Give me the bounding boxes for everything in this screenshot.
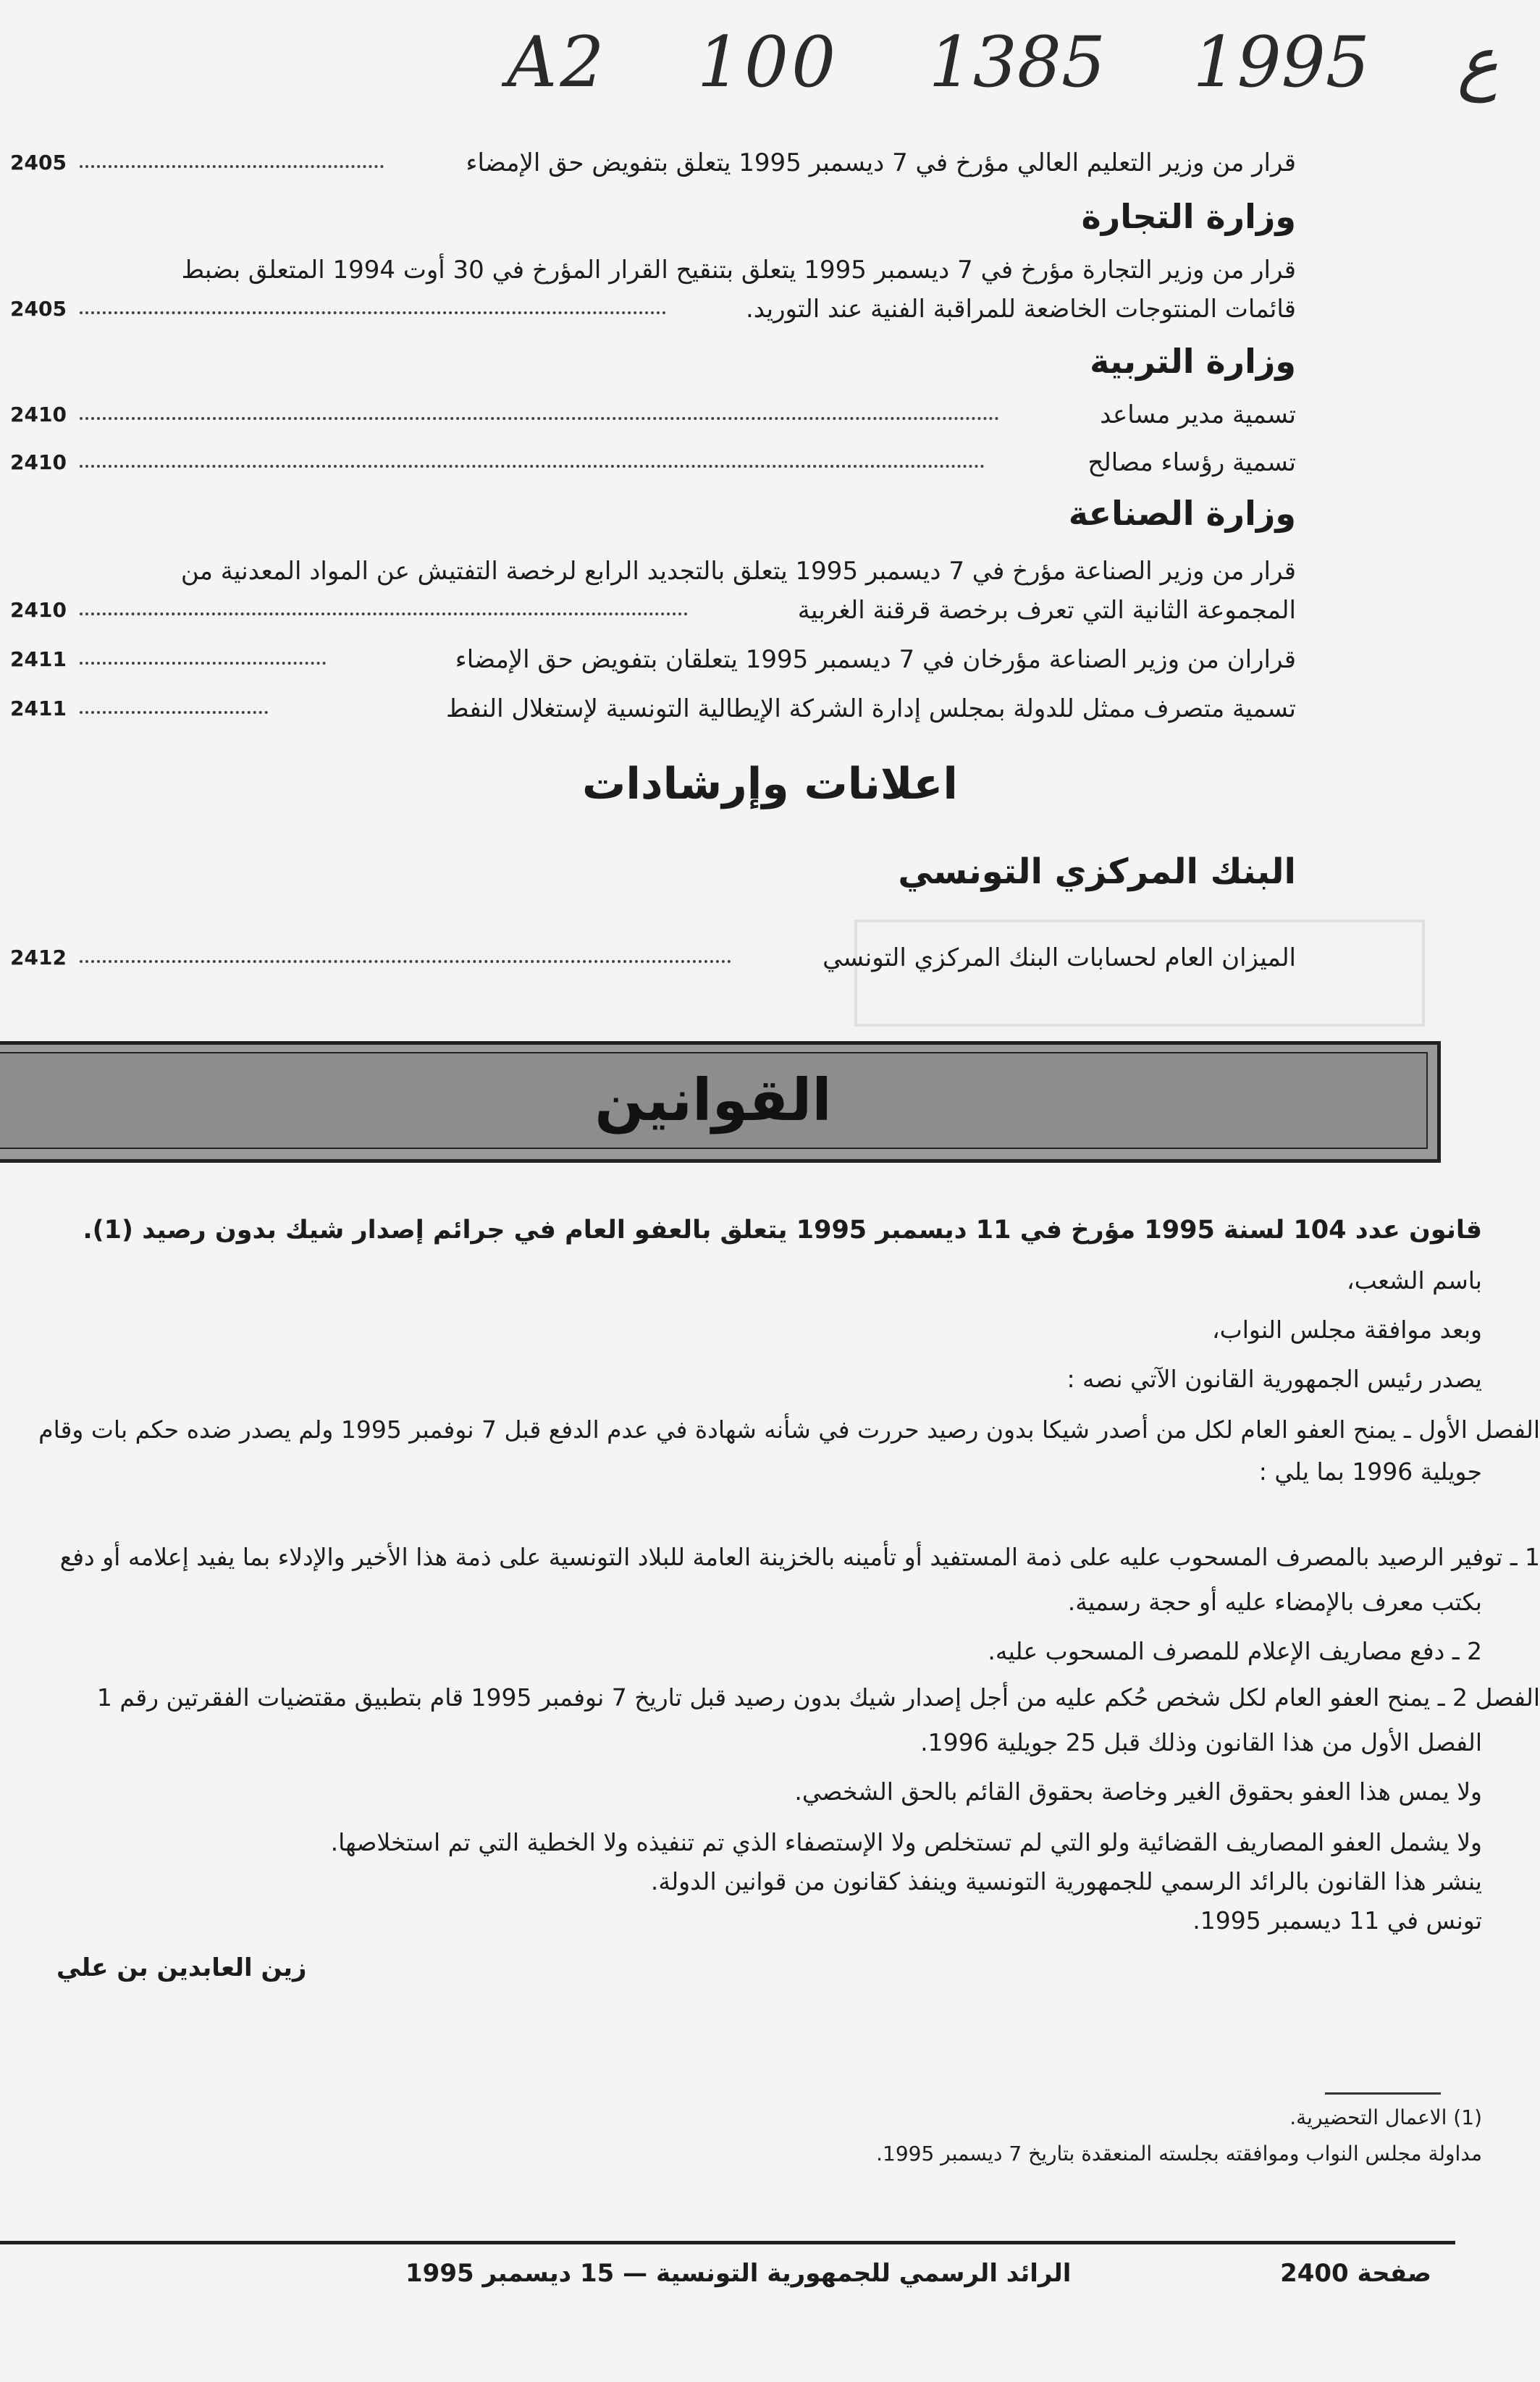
- page-number: 2411: [10, 647, 67, 671]
- handwritten-note: [507, 22, 1499, 123]
- handwritten-number: 100: [697, 22, 839, 103]
- law-line: الفصل الأول ـ يمنح العفو العام لكل من أصدر شيكا بدون رصيد حررت في شأنه شهادة في عدم الدفع قبل 7 نوفمبر 1995 ولم يصدر ضده حكم بات وقام: [38, 1415, 1540, 1444]
- toc-entry-text: المجموعة الثانية التي تعرف برخصة قرقنة الغربية: [797, 596, 1296, 625]
- law-line: تونس في 11 ديسمبر 1995.: [1192, 1906, 1482, 1935]
- law-line: ولا يشمل العفو المصاريف القضائية ولو التي لم تستخلص ولا الإستصفاء الذي تم تنفيذه ولا الخطية التي تم استخلاصها.: [330, 1828, 1482, 1856]
- leader-dots: [80, 591, 688, 615]
- footnote-line: مداولة مجلس النواب وموافقته بجلسته المنعقدة بتاريخ 7 ديسمبر 1995.: [876, 2142, 1482, 2166]
- page-number: 2410: [10, 450, 67, 474]
- page-label: صفحة 2400: [1280, 2259, 1431, 2288]
- signatory: زين العابدين بن علي: [56, 1953, 307, 1982]
- footnote-line: (1) الاعمال التحضيرية.: [1289, 2105, 1482, 2129]
- toc-entry[interactable]: [0, 251, 1296, 294]
- toc-entry[interactable]: [0, 290, 1296, 333]
- toc-entry[interactable]: [0, 443, 1296, 487]
- law-line: يصدر رئيس الجمهورية القانون الآتي نصه :: [1066, 1365, 1482, 1393]
- page-number: 2410: [10, 598, 67, 622]
- handwritten-year: 1995: [1192, 22, 1370, 103]
- toc-entry[interactable]: [0, 591, 1296, 634]
- law-line: 1 ـ توفير الرصيد بالمصرف المسحوب عليه على ذمة المستفيد أو تأمينه بالخزينة العامة للبلاد التونسية على ذمة هذا الأخير والإدلاء بما يفيد إعلامه أو دفع: [59, 1543, 1540, 1571]
- handwritten-letter: ع: [1457, 22, 1499, 103]
- announcements-heading: اعلانات وإرشادات: [582, 759, 958, 809]
- handwritten-code: A2: [507, 22, 607, 103]
- toc-entry-text: قائمات المنتوجات الخاضعة للمراقبة الفنية عند التوريد.: [745, 295, 1296, 324]
- toc-entry[interactable]: [0, 640, 1296, 683]
- toc-entry-text: الميزان العام لحسابات البنك المركزي التونسي: [822, 943, 1296, 972]
- leader-dots: [80, 689, 268, 714]
- ministry-heading-commerce: وزارة التجارة: [1081, 197, 1296, 236]
- ministry-heading-education: وزارة التربية: [1090, 342, 1296, 381]
- bank-heading: البنك المركزي التونسي: [898, 851, 1296, 892]
- leader-dots: [80, 640, 326, 665]
- leader-dots: [80, 938, 731, 963]
- toc-entry-text: تسمية متصرف ممثل للدولة بمجلس إدارة الشركة الإيطالية التونسية لإستغلال النفط: [446, 694, 1296, 723]
- page-number: 2405: [10, 151, 67, 174]
- toc-entry-text: قرار من وزير التعليم العالي مؤرخ في 7 ديسمبر 1995 يتعلق بتفويض حق الإمضاء: [466, 148, 1296, 177]
- toc-entry[interactable]: [0, 143, 1296, 187]
- page-number: 2410: [10, 403, 67, 426]
- law-line: الفصل 2 ـ يمنح العفو العام لكل شخص حُكم عليه من أجل إصدار شيك بدون رصيد قبل تاريخ 7 نوفمبر 1995 قام بتطبيق مقتضيات الفقرتين رقم 1: [96, 1683, 1540, 1712]
- toc-entry[interactable]: [0, 395, 1296, 439]
- law-line: بكتب معرف بالإمضاء عليه أو حجة رسمية.: [1067, 1588, 1482, 1616]
- page-number: 2405: [10, 297, 67, 321]
- toc-entry-text: تسمية مدير مساعد: [1100, 400, 1296, 429]
- leader-dots: [80, 395, 999, 420]
- law-line: ينشر هذا القانون بالرائد الرسمي للجمهورية التونسية وينفذ كقانون من قوانين الدولة.: [650, 1867, 1482, 1895]
- footnote-rule: [1325, 2092, 1441, 2095]
- toc-entry-text: قرار من وزير الصناعة مؤرخ في 7 ديسمبر 1995 يتعلق بالتجديد الرابع لرخصة التفتيش عن المواد المعدنية من: [180, 557, 1296, 586]
- toc-entry[interactable]: [0, 689, 1296, 733]
- toc-entry-text: قرار من وزير التجارة مؤرخ في 7 ديسمبر 1995 يتعلق بتنقيح القرار المؤرخ في 30 أوت 1994 المتعلق بضبط: [181, 256, 1296, 285]
- leader-dots: [80, 143, 384, 168]
- law-line: الفصل الأول من هذا القانون وذلك قبل 25 جويلية 1996.: [920, 1728, 1482, 1756]
- toc-entry-text: قراران من وزير الصناعة مؤرخان في 7 ديسمبر 1995 يتعلقان بتفويض حق الإمضاء: [455, 645, 1296, 674]
- law-line: ولا يمس هذا العفو بحقوق الغير وخاصة بحقوق القائم بالحق الشخصي.: [794, 1777, 1482, 1806]
- footer-rule: [0, 2241, 1455, 2244]
- leader-dots: [80, 290, 666, 314]
- law-line: جويلية 1996 بما يلي :: [1258, 1457, 1482, 1486]
- toc-entry[interactable]: [0, 938, 1296, 982]
- journal-footer: الرائد الرسمي للجمهورية التونسية — 15 ديسمبر 1995: [405, 2259, 1072, 2288]
- leader-dots: [80, 443, 985, 468]
- page-number: 2411: [10, 696, 67, 720]
- law-line: 2 ـ دفع مصاريف الإعلام للمصرف المسحوب عليه.: [988, 1637, 1482, 1665]
- section-banner-inner: [0, 1052, 1428, 1149]
- toc-entry[interactable]: [0, 552, 1296, 595]
- law-line: وبعد موافقة مجلس النواب،: [1212, 1316, 1482, 1344]
- toc-entry-text: تسمية رؤساء مصالح: [1087, 448, 1296, 477]
- law-title: قانون عدد 104 لسنة 1995 مؤرخ في 11 ديسمبر 1995 يتعلق بالعفو العام في جرائم إصدار شيك بدون رصيد (1).: [83, 1216, 1482, 1245]
- ministry-heading-industry: وزارة الصناعة: [1068, 494, 1296, 533]
- page-number: 2412: [10, 946, 67, 969]
- handwritten-ref: 1385: [928, 22, 1106, 103]
- section-banner: [0, 1041, 1441, 1163]
- section-title: القوانين: [594, 1066, 832, 1134]
- law-line: باسم الشعب،: [1347, 1266, 1482, 1295]
